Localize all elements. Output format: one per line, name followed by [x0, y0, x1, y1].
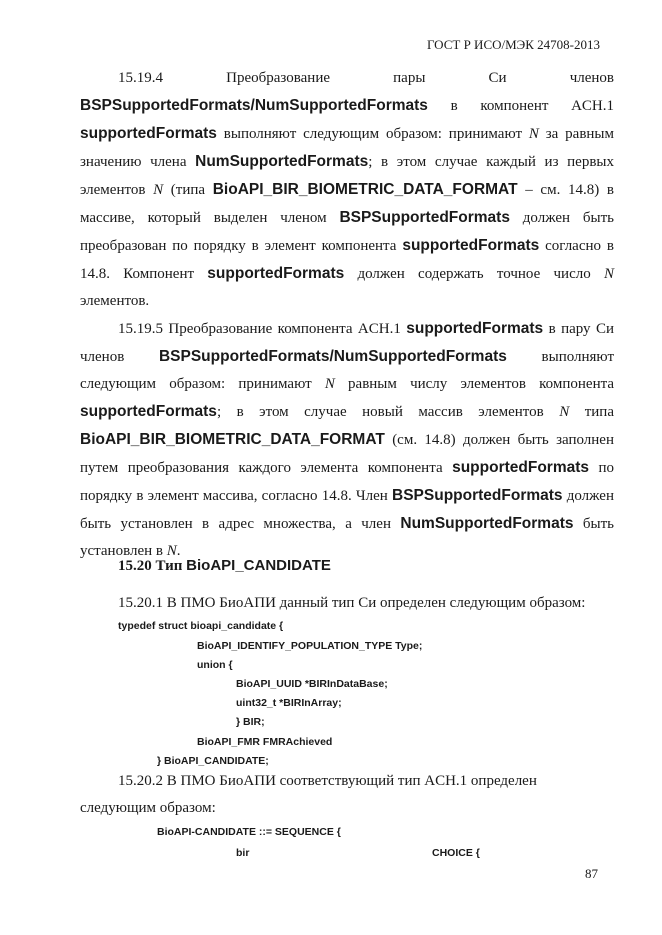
bold-term: BSPSupportedFormats/NumSupportedFormats — [80, 97, 428, 114]
code-line: union { — [197, 659, 233, 671]
code-line: typedef struct bioapi_candidate { — [118, 620, 284, 632]
paragraph-15-20-2: 15.20.2 В ПМО БиоАПИ соответствующий тип ACH.1 определен следующим образом: — [80, 773, 537, 816]
bold-term: supportedFormats — [80, 125, 217, 142]
bold-term: supportedFormats — [452, 459, 590, 476]
code-line: BioAPI_UUID *BIRInDataBase; — [236, 678, 388, 690]
bold-term: supportedFormats — [406, 320, 544, 337]
code-line: uint32_t *BIRInArray; — [236, 697, 342, 709]
paragraph-15-19-5: 15.19.5 Преобразование компонента ACH.1 supportedFormats в пару Си членов BSPSupportedFormats/NumSupportedFormats выполняют следующим образом: принимают N равным числу элементов компонента supportedFormats; в этом случае новый массив элементов N типа BioAPI_BIR_BIOMETRIC_DATA_FORMAT (см. 14.8) должен быть заполнен путем преобразования каждого элемента компонента supportedFormats по порядку в элемент массива, согласно 14.8. Член BSPSupportedFormats должен быть установлен в адрес множества, а член NumSupportedFormats быть установлен в N. — [80, 320, 614, 559]
section-heading-15-20: 15.20 Тип BioAPI_CANDIDATE — [118, 557, 331, 574]
bold-term: BioAPI_BIR_BIOMETRIC_DATA_FORMAT — [80, 431, 385, 448]
heading-type-name: BioAPI_CANDIDATE — [186, 557, 331, 574]
bold-term: BioAPI_BIR_BIOMETRIC_DATA_FORMAT — [212, 181, 518, 198]
paragraph-15-19-4: 15.19.4 Преобразование пары Си членов BSPSupportedFormats/NumSupportedFormats в компонент ACH.1 supportedFormats выполняют следующим образом: принимают N за равным значению члена NumSupportedFormats; в этом случае каждый из первых элементов N (типа BioAPI_BIR_BIOMETRIC_DATA_FORMAT – см. 14.8) в массиве, который выделен членом BSPSupportedFormats должен быть преобразован по порядку в элемент компонента supportedFormats согласно в 14.8. Компонент supportedFormats должен содержать точное число N элементов. — [80, 70, 615, 309]
bold-term: BSPSupportedFormats — [339, 209, 510, 226]
asn-code-field: bir — [236, 847, 250, 859]
document-header: ГОСТ Р ИСО/МЭК 24708-2013 — [426, 37, 600, 52]
bold-term: NumSupportedFormats — [195, 153, 369, 170]
paragraph-15-20-1: 15.20.1 В ПМО БиоАПИ данный тип Си определен следующим образом: — [118, 595, 586, 611]
asn-code-type: CHOICE { — [432, 847, 480, 859]
body-text — [80, 65, 614, 565]
code-line: } BIR; — [236, 716, 265, 728]
bold-term: supportedFormats — [207, 265, 345, 282]
page-number: 87 — [585, 866, 598, 881]
bold-term: supportedFormats — [402, 237, 540, 254]
bold-term: NumSupportedFormats — [400, 515, 574, 532]
code-line: BioAPI_FMR FMRAchieved — [197, 736, 333, 748]
code-line: } BioAPI_CANDIDATE; — [157, 755, 269, 767]
bold-term: BSPSupportedFormats/NumSupportedFormats — [158, 348, 507, 365]
code-line: BioAPI_IDENTIFY_POPULATION_TYPE Type; — [197, 640, 423, 652]
asn-code-line: BioAPI-CANDIDATE ::= SEQUENCE { — [157, 826, 341, 838]
bold-term: supportedFormats — [80, 403, 217, 420]
bold-term: BSPSupportedFormats — [392, 487, 563, 504]
